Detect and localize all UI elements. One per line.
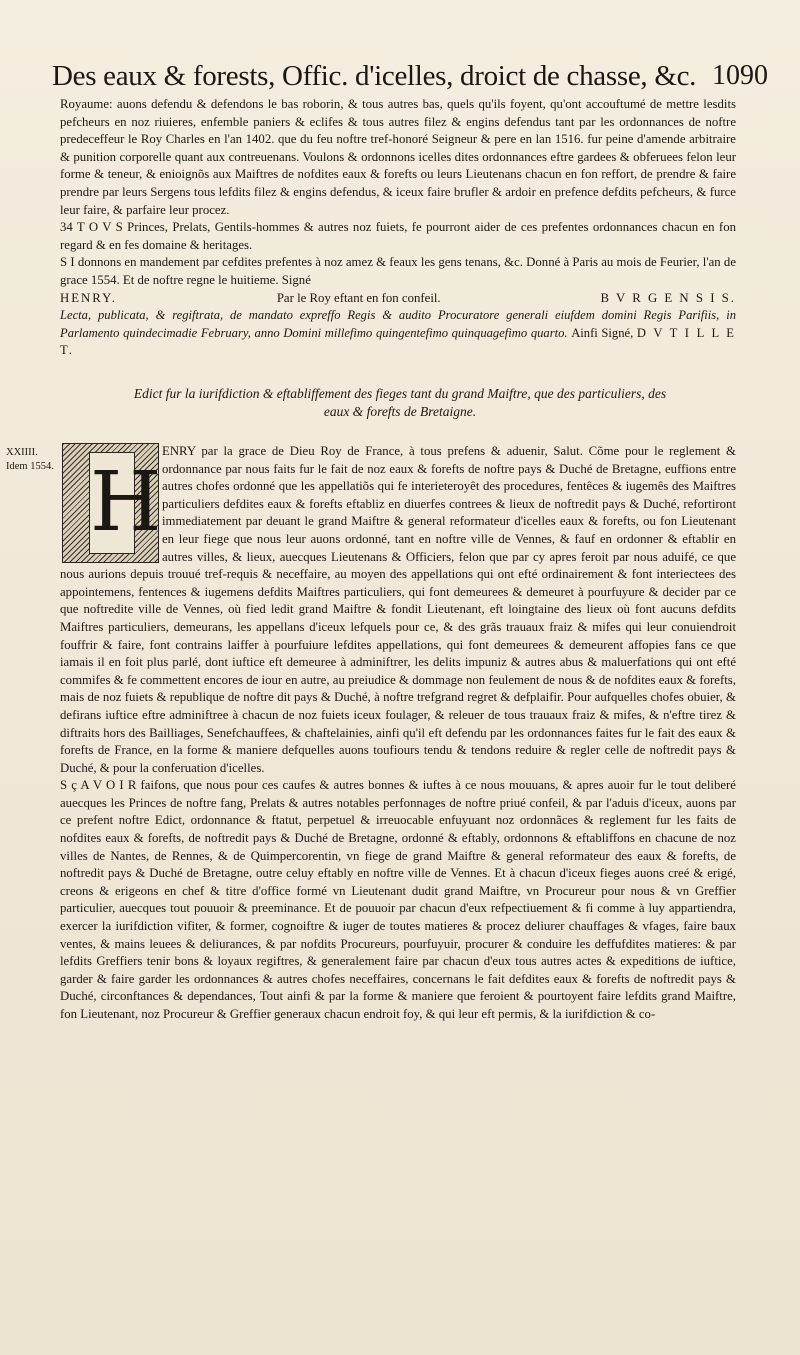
margin-note-date: Idem 1554. (6, 461, 54, 472)
signature-burgensis: B V R G E N S I S. (600, 290, 736, 305)
signature-line (60, 290, 736, 308)
paragraph: S ç A V O I R faifons, que nous pour ces caufes & autres bonnes & iuftes à ce nous mouuans, & apres auoir fur le tout deliberé auecques les Princes de noftre fang, Prelats & autres notables perfonnages de noftre priué confeil, & par l'aduis d'iceux, auons par ce prefent noftre Edict, ordonnance & ftatut, perpetuel & irreuocable enfuyuant noz ordonnãces & reglement fur les faits de nofdites eaux & forefts, de noftredit pays & Duché de Bretagne, ordonné & eftably, ordonnons & eftabliffons en chacune de noz villes de Nantes, de Rennes, & de Quimpercorentin, vn fiege de grand Maiftre & general reformateur des eaux & forefts, de noftredit pays & Duché de Bretagne, outre celuy eftably en noftre ville de Vennes. Et à chacun d'iceux fieges auons creé & erigé, creons & erigeons en chef & titre d'office formé vn Lieutenant dudit grand Maiftre, vn Procureur pour nous & vn Greffier particulier, auecques tout pouuoir & preeminance. Et de pouuoir par chacun d'eux refpectiuement & fi comme à luy appartiendra, exercer la iurifdiction vifiter, & former, cognoiftre & iuger de toutes matieres & procez deliurer chauffages & vfages, faire baux ventes, & mains leuees & deliurances, & par nofdits Procureurs, pourfuyuir, procurer & conduire les deffufdites matieres: & par lefdits Greffiers tenir bons & loyaux regiftres, & generalement faire par chacun d'eux tous autres actes & expeditions de iuftice, garder & faire garder les ordonnances & autres chofes neceffaires, concernans le fait defdites eaux & forefts de noftredit pays & Duché, circonftances & dependances, Tout ainfi & par la forme & maniere que feroient & pourtoyent faire lefdits grand Maiftre, fon Lieutenant, noz Procureur & Greffier generaux chacun endroit foy, & qui leur eft permis, & la iurifdiction & co- (60, 778, 736, 1021)
decorated-initial (62, 443, 162, 563)
signature-henry: HENRY. (60, 290, 117, 305)
latin-text: Lecta, publicata, & regiftrata, de mandato expreffo Regis & audito Procuratore generali eiufdem domini Regis Parifiis, in Parlamento quindecimadie February, anno Domini millefimo quingentefimo quinquagefimo quarto. (60, 308, 736, 340)
top-text-block (60, 96, 736, 360)
signature-par-le-roy: Par le Roy eftant en fon confeil. (276, 290, 441, 305)
latin-registration (60, 307, 736, 360)
paragraph: Royaume: auons defendu & defendons le bas roborin, & tous autres bas, quels qu'ils foyent, qu'ont accouftumé de mettre lesdits pefcheurs en noz riuieres, enfemble paniers & eclifes & tous autres filez & engins defendus tant par les ordonnances de noftre predeceffeur le Roy Charles en l'an 1402. que du feu noftre tref-honoré Seigneur & pere en lan 1516. fur peine d'amende arbitraire & punition corporelle quant aux contreuenans. Voulons & ordonnons icelles dites ordonnances eftre gardees & obferuees felon leur forme & teneur, & enioignõs aux Maiftres de nofdites eaux & forefts ou leurs Lieutenans chacun en fon reffort, de prendre & faire prendre par leurs Sergens tous lefdits filez & engins defendus, & iceux faire brufler & ardoir en prefence defdits pefcheurs, & furce leur faire, & parfaire leur procez. (60, 97, 736, 217)
margin-note (6, 446, 54, 474)
latin-signed: Ainfi Signé, (571, 325, 634, 340)
article-34: 34 T O V S Princes, Prelats, Gentils-hommes & autres noz fuiets, fe pourront aider de ces prefentes ordonnances chacun en fon regard & en fes domaine & heritages. (60, 220, 736, 252)
signature-du-tillet: D V T I L L E T. (60, 325, 737, 358)
page-number: 1090 (712, 60, 768, 91)
initial-letter: H (89, 452, 135, 554)
mandate-paragraph: S I donnons en mandement par cefdites prefentes à noz amez & feaux les gens tenans, &c. Donné à Paris au mois de Feurier, l'an de grace 1554. Et de noftre regne le huitieme. Signé (60, 255, 736, 287)
margin-note-number: XXIIII. (6, 447, 38, 458)
paragraph: ENRY par la grace de Dieu Roy de France, à tous prefens & aduenir, Salut. Cõme pour le reglement & ordonnance par nous faits fur le fait de noz eaux & forefts de noftre pays & Duché de Bretagne, euffions entre autres chofes ordonné que les appellatiõs qui fe interieteroyêt des procedures, fentêces & iugemês des Maiftres particuliers defdites eaux & forefts eftabliz en diuerfes contrees & lieux de noftredit pays & Duché, refortiront immediatement par deuant le grand Maiftre & general reformateur d'icelles eaux & forefts, ou fon Lieutenant en leur fiege que nous leur auons ordonné, tant en noftre ville de Vennes, & fauf en ordonner & eftablir en autres villes, & lieux, auecques Lieutenans & Officiers, felon que par cy apres feroit par nous aduifé, ce que nous aurions depuis trouué tref-requis & neceffaire, au moyen des appellations qui ont efté ordinairement & font interiectees des appointemens, fentences & iugemens defdits Maiftres particuliers, qui font demeurees & demeuret à pourfuyure & decider par ce que noftredite ville de Vennes, où fied ledit grand Maiftre & fondit Lieutenant, eft loingtaine des lieux où font aucuns defdits Maiftres particuliers, demeurans, les appellans d'iceux lefquels pour ce, & des grãs trauaux fraiz & mifes qui leur conuiendroit fouffrir & faire, font contrains laiffer à pourfuiure lefdites appellations, qui font demeurees & demeurent affopies fans ce que iamais il en foit plus parlé, dont iuftice eft demeuree à adminiftrer, les delits impuniz & autres abus & maluerfations qui ont efté commifes & fe commettent encores de iour en autre, au preiudice & dommage non feulement de nous & de nofdites eaux & forefts, mais de noz fuiets & republique de noftre dit pays & Duché, à noftre trefgrand regret & defplaifir. Pour aufquelles chofes obuier, & defirans iuftice eftre adminiftree à chacun de noz fuiets iceux foulager, & releuer de tous trauaux fraiz & mifes, & n'eftre tirez & diftraits hors des Bailliages, Senefchauffees, & chaftelainies, ainfi qu'il eft defendu par les ordonnances faites fur le fait des eaux & forefts de France, en la forme & maniere defquelles auons toufiours tendu & tendons reduire & regler celle de noftredit pays & Duché, & pour la conferuation d'icelles. (60, 444, 736, 775)
edict-heading: Edict fur la iurifdiction & eftabliffement des fieges tant du grand Maiftre, que des particuliers, des eaux & forefts de Bretaigne. (133, 386, 667, 419)
running-title: Des eaux & forests, Offic. d'icelles, droict de chasse, &c. (52, 60, 697, 92)
